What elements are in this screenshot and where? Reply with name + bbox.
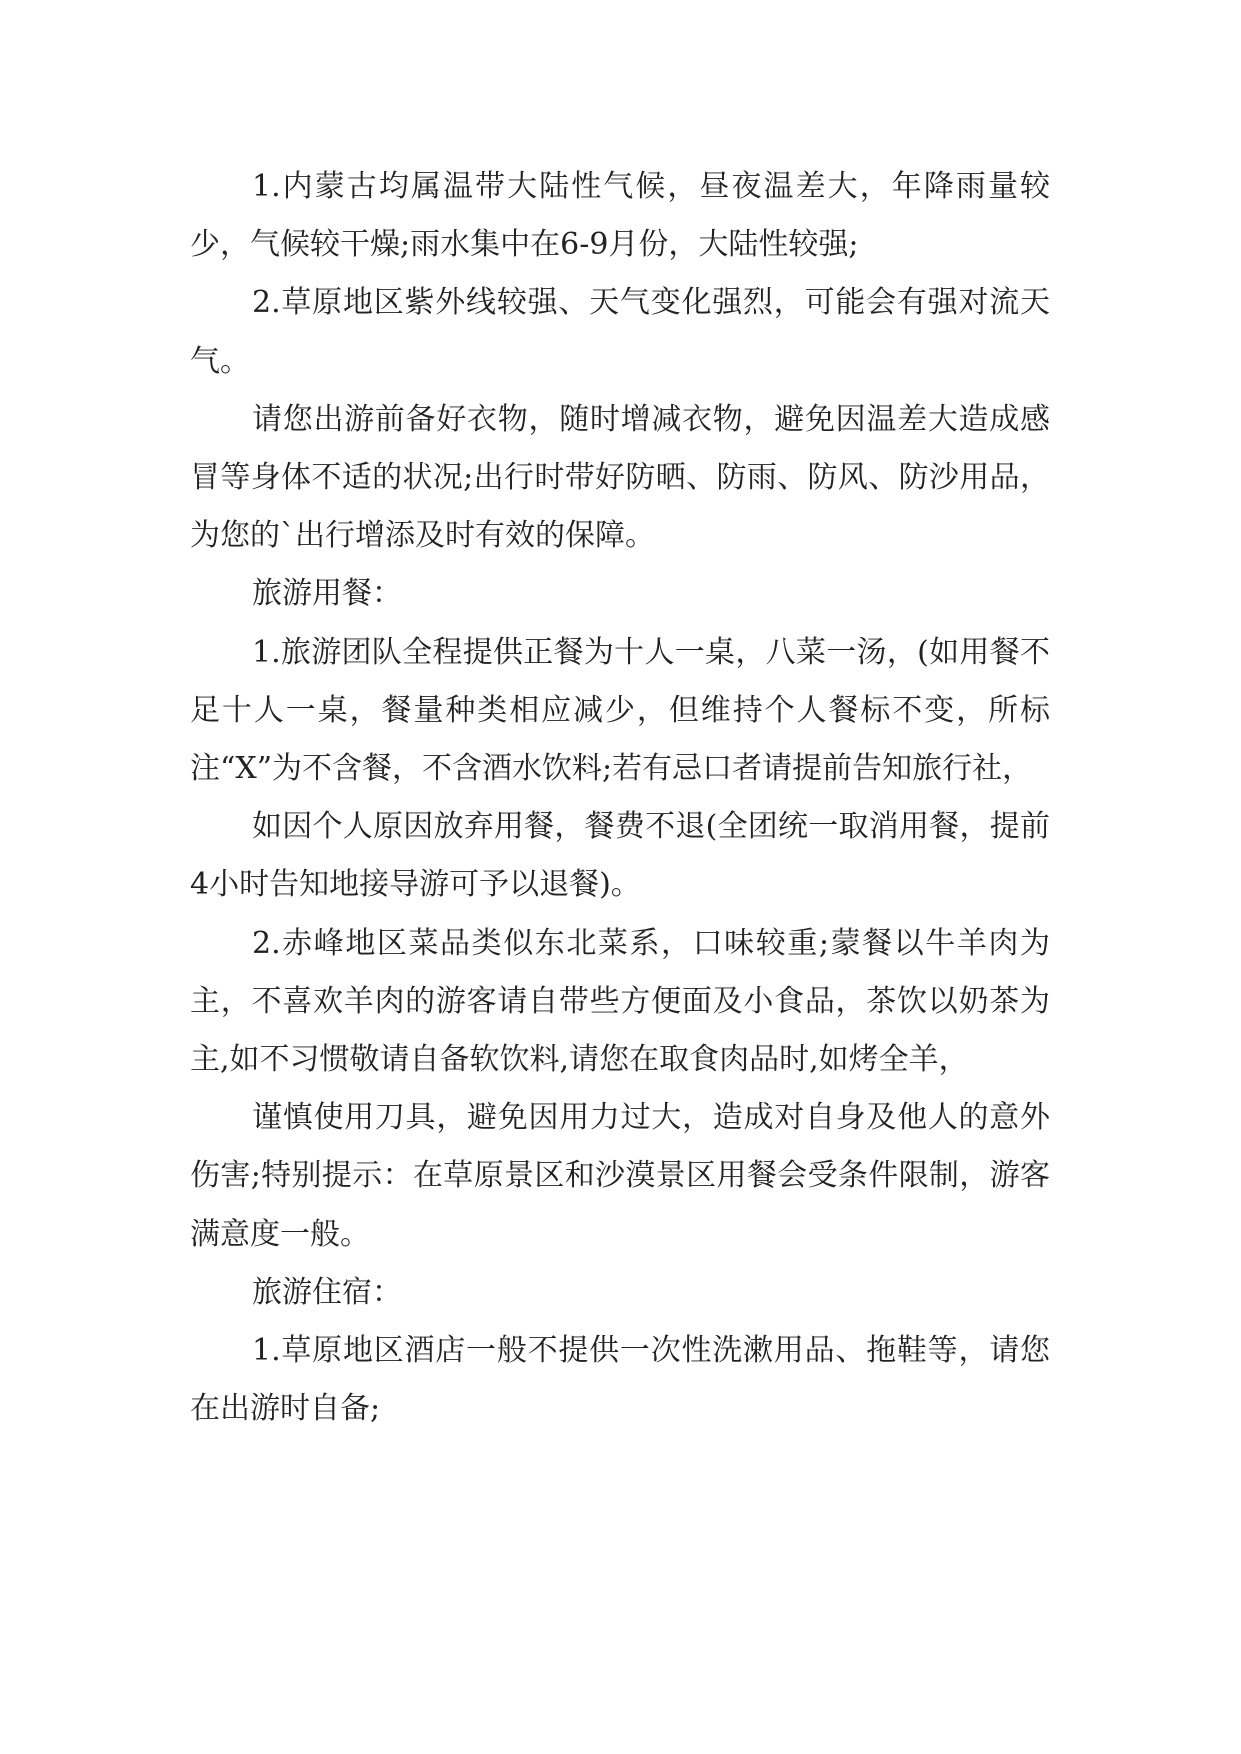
- paragraph-accommodation-1: 1.草原地区酒店一般不提供一次性洗漱用品、拖鞋等，请您在出游时自备;: [190, 1333, 1050, 1427]
- paragraph-meal-refund: 如因个人原因放弃用餐，餐费不退(全团统一取消用餐，提前4小时告知地接导游可予以退餐)。: [190, 809, 1050, 903]
- document-body: [190, 158, 1050, 1438]
- section-heading-meals: 旅游用餐：: [252, 576, 402, 612]
- paragraph-knife-safety: 谨慎使用刀具，避免因用力过大，造成对自身及他人的意外伤害;特别提示：在草原景区和沙漠景区用餐会受条件限制，游客满意度一般。: [190, 1100, 1050, 1252]
- paragraph-uv-weather: 2.草原地区紫外线较强、天气变化强烈，可能会有强对流天气。: [190, 285, 1050, 379]
- paragraph-clothing-advice: 请您出游前备好衣物，随时增减衣物，避免因温差大造成感冒等身体不适的状况;出行时带好防晒、防雨、防风、防沙用品，为您的`出行增添及时有效的保障。: [190, 401, 1050, 554]
- section-heading-accommodation: 旅游住宿：: [252, 1274, 402, 1310]
- paragraph-meals-2: 2.赤峰地区菜品类似东北菜系，口味较重;蒙餐以牛羊肉为主，不喜欢羊肉的游客请自带些方便面及小食品，茶饮以奶茶为主,如不习惯敬请自备软饮料,请您在取食肉品时,如烤全羊，: [190, 925, 1050, 1078]
- paragraph-meals-1: 1.旅游团队全程提供正餐为十人一桌，八菜一汤，(如用餐不足十人一桌，餐量种类相应减少，但维持个人餐标不变，所标注“X”为不含餐，不含酒水饮料;若有忌口者请提前告知旅行社，: [190, 634, 1050, 787]
- paragraph-climate: 1.内蒙古均属温带大陆性气候，昼夜温差大，年降雨量较少，气候较干燥;雨水集中在6-9月份，大陆性较强;: [190, 169, 1050, 263]
